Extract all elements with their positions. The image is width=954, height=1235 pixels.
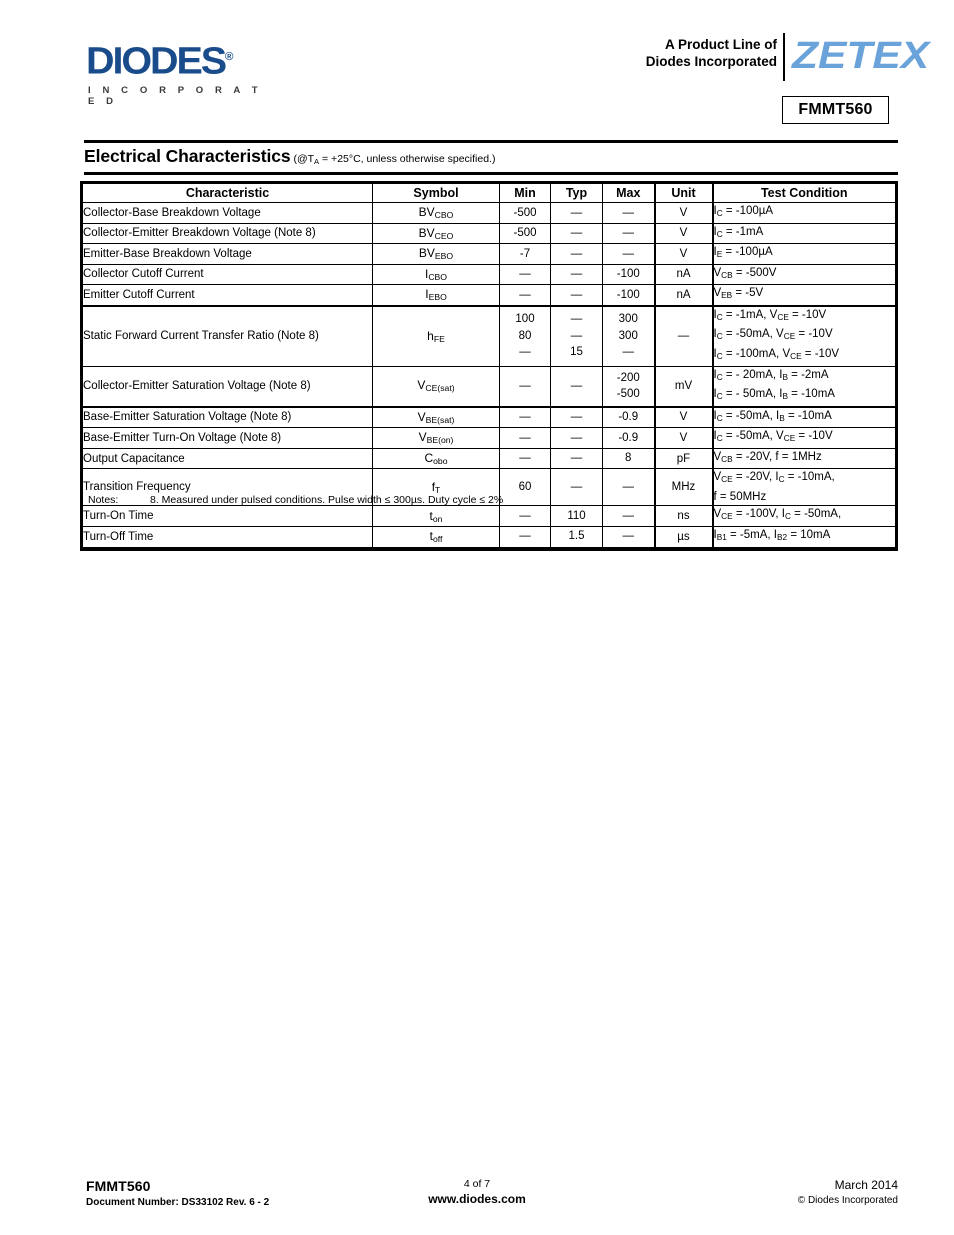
section-rule-top	[84, 140, 898, 143]
cell-characteristic: Collector-Emitter Saturation Voltage (Note 8)	[83, 366, 373, 407]
cell-min: —	[500, 526, 551, 547]
section-conditions	[291, 153, 496, 165]
cell-max: —	[603, 469, 655, 506]
cell-typ: —	[551, 407, 603, 428]
cell-symbol: $C_{obo}$	[373, 448, 500, 469]
cell-test-condition: $V_{EB} = -5V$	[713, 285, 896, 306]
cell-test-condition: $I_C = -1mA$, $V_{CE} = -10V$ $I_C = -50mA$, $V_{CE} = -10V$ $I_C = -100mA$, $V_{CE} = -10V$	[713, 306, 896, 366]
cell-symbol: $I_{CBO}$	[373, 264, 500, 285]
cell-min: —	[500, 448, 551, 469]
cell-typ: —	[551, 366, 603, 407]
cell-min: —	[500, 264, 551, 285]
column-header-typ: Typ	[551, 184, 603, 203]
cell-unit: V	[655, 203, 713, 224]
section-title-text: Electrical Characteristics	[84, 146, 291, 166]
cell-max: -0.9	[603, 407, 655, 428]
cell-max: -0.9	[603, 428, 655, 449]
product-line-caption-line1: A Product Line of	[665, 37, 777, 52]
table-header-row	[83, 184, 896, 203]
cell-test-condition: $I_{B1} = -5mA$, $I_{B2} = 10mA$	[713, 526, 896, 547]
footer-part-number: FMMT560	[86, 1178, 151, 1194]
cell-typ: —	[551, 469, 603, 506]
page-header	[0, 0, 954, 135]
cell-test-condition: $V_{CE} = -100V$, $I_C = -50mA$,	[713, 506, 896, 527]
cell-test-condition: $I_C = -50mA$, $I_B = -10mA$	[713, 407, 896, 428]
cell-test-condition: $V_{CB} = -500V$	[713, 264, 896, 285]
footer-website-link[interactable]: www.diodes.com	[428, 1192, 526, 1206]
cell-unit: V	[655, 407, 713, 428]
conditions-prefix: (@T	[293, 153, 315, 165]
cell-unit: V	[655, 244, 713, 265]
diodes-logo-text: DIODES	[86, 40, 226, 83]
footer-page-number: 4 of 7	[463, 1178, 491, 1190]
part-number-badge: FMMT560	[782, 96, 889, 124]
cell-min: —	[500, 285, 551, 306]
cell-max: -200 -500	[603, 366, 655, 407]
cell-min: —	[500, 428, 551, 449]
notes-label: Notes:	[88, 494, 119, 506]
cell-max: —	[603, 526, 655, 547]
table-row	[83, 285, 896, 306]
product-line-caption-line2: Diodes Incorporated	[645, 54, 777, 69]
footer-date: March 2014	[834, 1178, 898, 1192]
column-header-characteristic: Characteristic	[83, 184, 373, 203]
cell-min: —	[500, 506, 551, 527]
table-row	[83, 428, 896, 449]
cell-test-condition: $I_E = -100\mu A$	[713, 244, 896, 265]
cell-characteristic: Base-Emitter Turn-On Voltage (Note 8)	[83, 428, 373, 449]
cell-unit: V	[655, 223, 713, 244]
column-header-unit: Unit	[655, 184, 713, 203]
cell-characteristic: Collector-Base Breakdown Voltage	[83, 203, 373, 224]
cell-test-condition: $I_C = -50mA$, $V_{CE} = -10V$	[713, 428, 896, 449]
cell-symbol: $BV_{CBO}$	[373, 203, 500, 224]
column-header-max: Max	[603, 184, 655, 203]
cell-characteristic: Collector-Emitter Breakdown Voltage (Note 8)	[83, 223, 373, 244]
cell-unit: V	[655, 428, 713, 449]
footer-document-number: Document Number: DS33102 Rev. 6 - 2	[86, 1197, 270, 1208]
cell-unit: µs	[655, 526, 713, 547]
cell-symbol: $V_{BE(on)}$	[373, 428, 500, 449]
section-rule-bottom	[84, 172, 898, 175]
cell-max: 300 300 —	[603, 306, 655, 366]
cell-typ: —	[551, 285, 603, 306]
cell-typ: —	[551, 264, 603, 285]
footer-right	[798, 1178, 898, 1206]
cell-max: -100	[603, 264, 655, 285]
cell-max: —	[603, 223, 655, 244]
cell-min: -500	[500, 223, 551, 244]
cell-unit: —	[655, 306, 713, 366]
cell-min: -7	[500, 244, 551, 265]
cell-characteristic: Transition Frequency	[83, 469, 373, 506]
table-row	[83, 223, 896, 244]
cell-symbol: $V_{BE(sat)}$	[373, 407, 500, 428]
cell-min: —	[500, 407, 551, 428]
cell-typ: —	[551, 244, 603, 265]
cell-characteristic: Emitter Cutoff Current	[83, 285, 373, 306]
diodes-logo	[86, 38, 271, 107]
cell-characteristic: Output Capacitance	[83, 448, 373, 469]
cell-max: 8	[603, 448, 655, 469]
cell-characteristic: Static Forward Current Transfer Ratio (Note 8)	[83, 306, 373, 366]
cell-typ: —	[551, 448, 603, 469]
cell-unit: nA	[655, 264, 713, 285]
cell-typ: 110	[551, 506, 603, 527]
cell-characteristic: Collector Cutoff Current	[83, 264, 373, 285]
cell-unit: nA	[655, 285, 713, 306]
cell-unit: ns	[655, 506, 713, 527]
cell-test-condition: $V_{CB} = -20V$, f = 1MHz	[713, 448, 896, 469]
cell-max: -100	[603, 285, 655, 306]
cell-characteristic: Turn-On Time	[83, 506, 373, 527]
cell-unit: pF	[655, 448, 713, 469]
table-row	[83, 244, 896, 265]
cell-characteristic: Base-Emitter Saturation Voltage (Note 8)	[83, 407, 373, 428]
conditions-suffix: = +25°C, unless otherwise specified.)	[319, 153, 496, 165]
cell-min: —	[500, 366, 551, 407]
cell-test-condition: $I_C = -100\mu A$	[713, 203, 896, 224]
diodes-logo-subtext: I N C O R P O R A T E D	[88, 84, 263, 107]
cell-test-condition: $I_C = -1mA$	[713, 223, 896, 244]
zetex-logo: ZETEX	[792, 35, 930, 77]
table-row	[83, 506, 896, 527]
notes-block	[88, 494, 503, 506]
cell-symbol: $BV_{EBO}$	[373, 244, 500, 265]
cell-max: —	[603, 506, 655, 527]
cell-characteristic: Emitter-Base Breakdown Voltage	[83, 244, 373, 265]
table-row	[83, 366, 896, 407]
cell-max: —	[603, 244, 655, 265]
cell-min: 60	[500, 469, 551, 506]
page-title	[84, 146, 495, 167]
cell-symbol: $BV_{CEO}$	[373, 223, 500, 244]
cell-symbol: $t_{on}$	[373, 506, 500, 527]
column-header-min: Min	[500, 184, 551, 203]
cell-test-condition: $I_C$ = - 20mA, $I_B = -2mA$ $I_C$ = - 50mA, $I_B = -10mA$	[713, 366, 896, 407]
footer-copyright: © Diodes Incorporated	[797, 1195, 898, 1206]
cell-typ: —	[551, 428, 603, 449]
column-header-symbol: Symbol	[373, 184, 500, 203]
cell-typ: — — 15	[551, 306, 603, 366]
table-row	[83, 407, 896, 428]
header-divider	[783, 33, 785, 81]
cell-max: —	[603, 203, 655, 224]
cell-typ: —	[551, 223, 603, 244]
registered-mark-icon: ®	[225, 51, 234, 63]
cell-symbol: $h_{FE}$	[373, 306, 500, 366]
notes-text: 8. Measured under pulsed conditions. Pulse width ≤ 300µs. Duty cycle ≤ 2%	[150, 494, 504, 506]
cell-symbol: $f_T$	[373, 469, 500, 506]
cell-min: 100 80 —	[500, 306, 551, 366]
cell-typ: 1.5	[551, 526, 603, 547]
table-row	[83, 526, 896, 547]
cell-symbol: $I_{EBO}$	[373, 285, 500, 306]
diodes-logo-wordmark	[86, 38, 278, 81]
cell-min: -500	[500, 203, 551, 224]
cell-symbol: $t_{off}$	[373, 526, 500, 547]
table-row	[83, 306, 896, 366]
cell-unit: mV	[655, 366, 713, 407]
column-header-test-condition: Test Condition	[713, 184, 896, 203]
table-row	[83, 203, 896, 224]
product-line-caption	[620, 36, 777, 70]
cell-test-condition: $V_{CE} = -20V$, $I_C = -10mA$, f = 50MHz	[713, 469, 896, 506]
cell-symbol: $V_{CE(sat)}$	[373, 366, 500, 407]
cell-unit: MHz	[655, 469, 713, 506]
table-row	[83, 264, 896, 285]
cell-typ: —	[551, 203, 603, 224]
conditions-sub: A	[314, 156, 320, 166]
cell-characteristic: Turn-Off Time	[83, 526, 373, 547]
table-row	[83, 448, 896, 469]
